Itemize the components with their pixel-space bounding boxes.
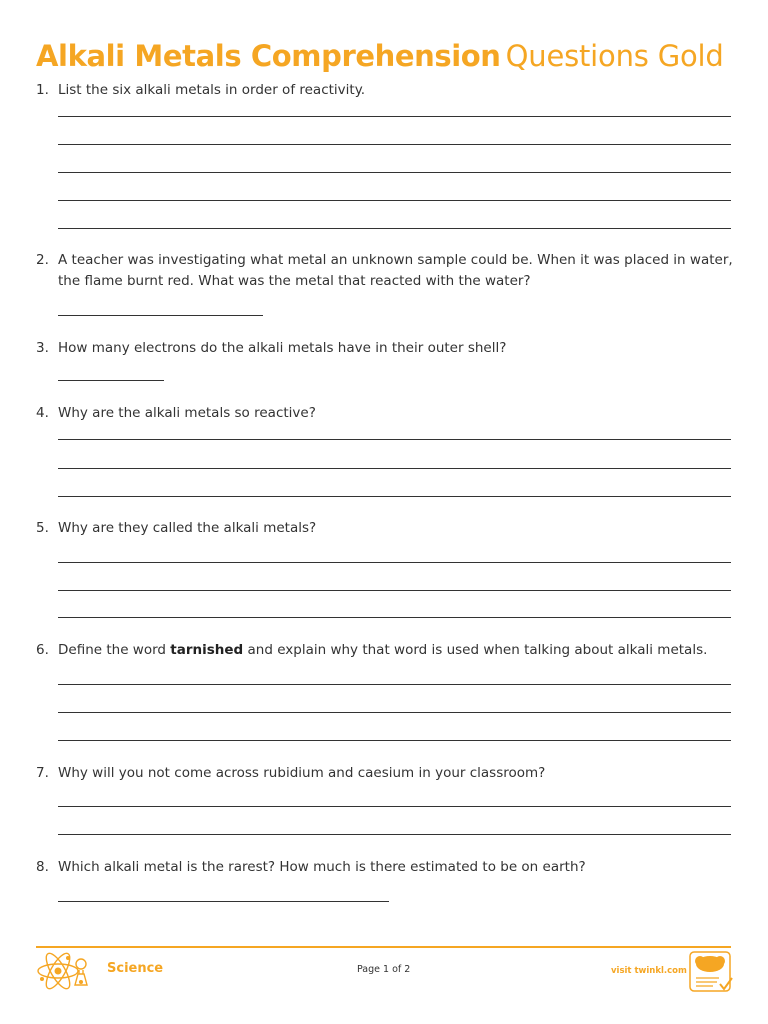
question-number-2: 2. <box>36 252 49 268</box>
question-text-6 <box>58 640 733 661</box>
answer-line-6b[interactable] <box>58 712 731 713</box>
answer-line-3[interactable] <box>58 380 164 381</box>
title-light-part: Questions Gold <box>505 39 724 73</box>
question-number-1: 1. <box>36 82 49 98</box>
question-text-1: List the six alkali metals in order of reactivity. <box>58 82 366 98</box>
question-number-4: 4. <box>36 405 49 421</box>
science-atom-icon <box>34 952 96 990</box>
answer-line-4a[interactable] <box>58 439 731 440</box>
answer-line-1e[interactable] <box>58 228 731 229</box>
answer-line-5c[interactable] <box>58 617 731 618</box>
footer-visit-link[interactable]: visit twinkl.com <box>611 966 687 976</box>
question-number-3: 3. <box>36 340 49 356</box>
question-6-text-before: Define the word <box>58 642 171 658</box>
question-text-2-line2: the flame burnt red. What was the metal that reacted with the water? <box>58 273 531 289</box>
question-text-2-line1: A teacher was investigating what metal an unknown sample could be. When it was placed in water, <box>58 252 733 268</box>
title-bold-part: Alkali Metals Comprehension <box>36 39 501 73</box>
question-number-7: 7. <box>36 765 49 781</box>
answer-line-7b[interactable] <box>58 834 731 835</box>
answer-line-4c[interactable] <box>58 496 731 497</box>
answer-line-1a[interactable] <box>58 116 731 117</box>
question-number-8: 8. <box>36 859 49 875</box>
question-text-4: Why are the alkali metals so reactive? <box>58 405 316 421</box>
footer-subject: Science <box>107 961 164 976</box>
answer-line-8[interactable] <box>58 901 389 902</box>
footer-page-number: Page 1 of 2 <box>357 964 411 975</box>
question-number-5: 5. <box>36 520 49 536</box>
answer-line-7a[interactable] <box>58 806 731 807</box>
answer-line-1d[interactable] <box>58 200 731 201</box>
answer-line-5a[interactable] <box>58 562 731 563</box>
answer-line-6c[interactable] <box>58 740 731 741</box>
answer-line-6a[interactable] <box>58 684 731 685</box>
footer-rule <box>36 946 731 948</box>
question-6-text-after: and explain why that word is used when talking about alkali metals. <box>243 642 708 658</box>
answer-line-1c[interactable] <box>58 172 731 173</box>
twinkl-quality-badge-icon <box>689 951 733 993</box>
question-number-6: 6. <box>36 642 49 658</box>
answer-line-5b[interactable] <box>58 590 731 591</box>
answer-line-2[interactable] <box>58 315 263 316</box>
answer-line-4b[interactable] <box>58 468 731 469</box>
question-text-8: Which alkali metal is the rarest? How much is there estimated to be on earth? <box>58 859 586 875</box>
page-title <box>36 36 724 81</box>
question-text-3: How many electrons do the alkali metals have in their outer shell? <box>58 340 507 356</box>
question-text-7: Why will you not come across rubidium and caesium in your classroom? <box>58 765 546 781</box>
question-6-bold-word: tarnished <box>170 642 244 658</box>
question-text-5: Why are they called the alkali metals? <box>58 520 317 536</box>
answer-line-1b[interactable] <box>58 144 731 145</box>
